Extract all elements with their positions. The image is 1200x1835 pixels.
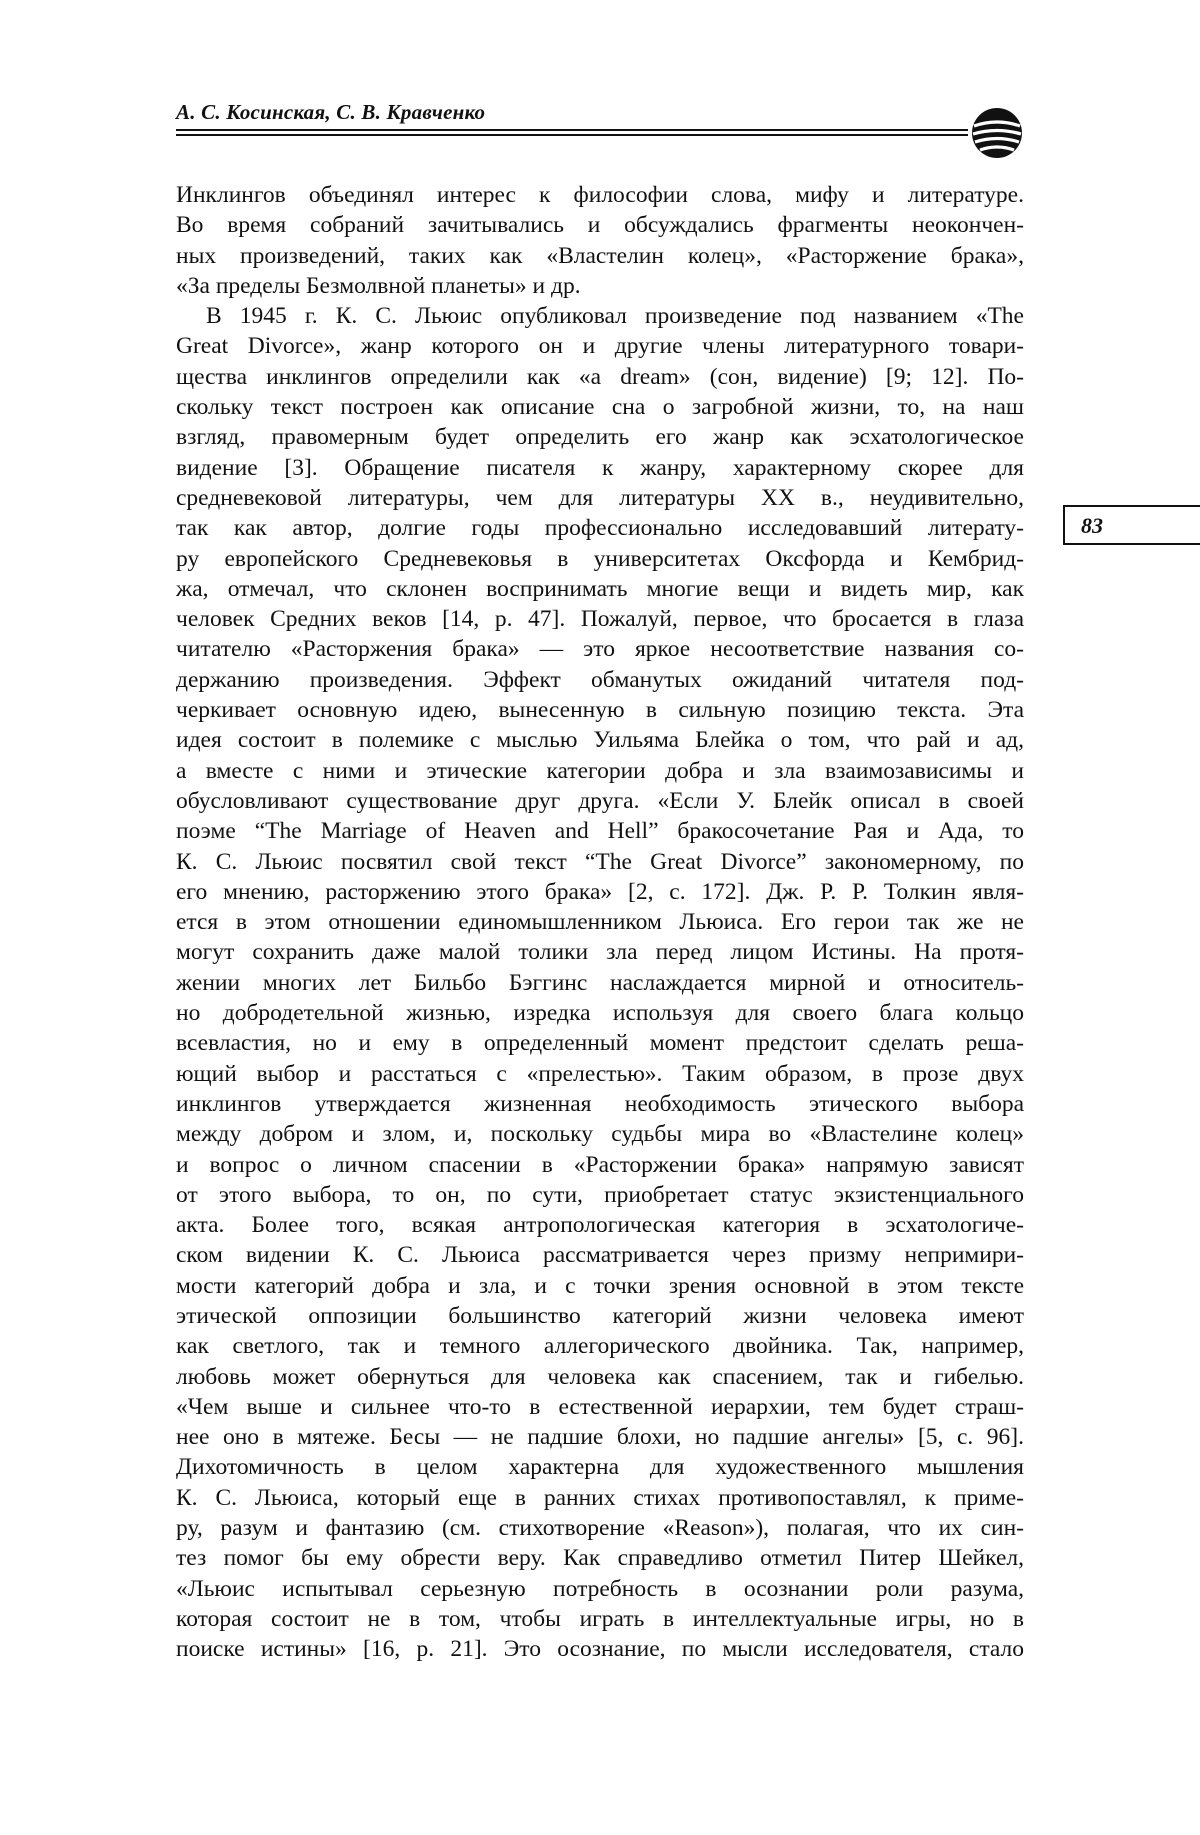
text-line: его мнению, расторжению этого брака» [2, с. 172]. Дж. Р. Р. Толкин явля- (176, 878, 1024, 905)
text-line: акта. Более того, всякая антропологическая категория в эсхатологиче- (176, 1212, 1024, 1239)
header-rule-bottom (176, 134, 968, 136)
running-head-authors: А. С. Косинская, С. В. Кравченко (176, 100, 486, 124)
text-line: как светлого, так и темного аллегорического двойника. Так, например, (176, 1333, 1024, 1360)
text-line: между добром и злом, и, поскольку судьбы мира во «Властелине колец» (176, 1121, 1024, 1148)
page-number-box (1063, 505, 1200, 545)
text-line: ру, разум и фантазию (см. стихотворение «Reason»), полагая, что их син- (176, 1515, 1024, 1542)
header-rule-top (176, 129, 968, 131)
text-line: Great Divorce», жанр которого он и другие члены литературного товари- (176, 333, 1024, 360)
text-line: обусловливают существование друг друга. «Если У. Блейк описал в своей (176, 787, 1024, 814)
text-line: человек Средних веков [14, p. 47]. Пожалуй, первое, что бросается в глаза (176, 606, 1024, 633)
text-line: этической оппозиции большинство категорий жизни человека имеют (176, 1302, 1024, 1329)
text-line: которая состоит не в том, чтобы играть в интеллектуальные игры, но в (176, 1605, 1024, 1632)
text-line: поэме “The Marriage of Heaven and Hell” бракосочетание Рая и Ада, то (176, 818, 1024, 845)
text-line: читателю «Расторжения брака» — это яркое несоответствие названия со- (176, 636, 1024, 663)
text-line: нее оно в мятеже. Бесы — не падшие блохи, но падшие ангелы» [5, с. 96]. (176, 1424, 1024, 1451)
text-line: всевластия, но и ему в определенный момент предстоит сделать реша- (176, 1030, 1024, 1057)
text-line: ных произведений, таких как «Властелин колец», «Расторжение брака», (176, 242, 1024, 269)
text-line: тез помог бы ему обрести веру. Как справедливо отметил Питер Шейкел, (176, 1545, 1024, 1572)
text-line: инклингов утверждается жизненная необходимость этического выбора (176, 1090, 1024, 1117)
journal-logo-icon (968, 104, 1026, 162)
text-line: но добродетельной жизнью, изредка используя для своего блага кольцо (176, 1000, 1024, 1027)
text-line: черкивает основную идею, вынесенную в сильную позицию текста. Эта (176, 697, 1024, 724)
text-line: Инклингов объединял интерес к философии слова, мифу и литературе. (176, 182, 1024, 208)
article-body (176, 180, 1024, 1665)
text-line: Дихотомичность в целом характерна для художественного мышления (176, 1454, 1024, 1481)
text-line: К. С. Льюис посвятил свой текст “The Great Divorce” закономерному, по (176, 848, 1024, 875)
text-line: щества инклингов определили как «a dream» (сон, видение) [9; 12]. По- (176, 363, 1024, 390)
text-line: а вместе с ними и этические категории добра и зла взаимозависимы и (176, 757, 1024, 784)
text-line: «Льюис испытывал серьезную потребность в осознании роли разума, (176, 1575, 1024, 1602)
text-line: К. С. Льюиса, который еще в ранних стихах противопоставлял, к приме- (176, 1484, 1024, 1511)
text-line: ющий выбор и расстаться с «прелестью». Таким образом, в прозе двух (176, 1060, 1024, 1087)
text-line: ется в этом отношении единомышленником Льюиса. Его герои так же не (176, 909, 1024, 936)
text-line: ском видении К. С. Льюиса рассматривается через призму непримири- (176, 1242, 1024, 1269)
text-line: средневековой литературы, чем для литературы XX в., неудивительно, (176, 484, 1024, 511)
text-line: жа, отмечал, что склонен воспринимать многие вещи и видеть мир, как (176, 575, 1024, 602)
text-line: скольку текст построен как описание сна о загробной жизни, то, на наш (176, 394, 1024, 421)
text-line: «За пределы Безмолвной планеты» и др. (176, 272, 581, 299)
text-line: видение [3]. Обращение писателя к жанру, характерному скорее для (176, 454, 1024, 481)
text-line: любовь может обернуться для человека как спасением, так и гибелью. (176, 1363, 1024, 1390)
page-number: 83 (1081, 513, 1103, 538)
text-line: жении многих лет Бильбо Бэггинс наслаждается мирной и относитель- (176, 969, 1024, 996)
text-line: ру европейского Средневековья в университетах Оксфорда и Кембрид- (176, 545, 1024, 572)
text-line: Во время собраний зачитывались и обсуждались фрагменты неокончен- (176, 212, 1024, 239)
text-line: могут сохранить даже малой толики зла перед лицом Истины. На протя- (176, 939, 1024, 966)
text-line: от этого выбора, то он, по сути, приобретает статус экзистенциального (176, 1181, 1024, 1208)
text-line: так как автор, долгие годы профессионально исследовавший литерату- (176, 515, 1024, 542)
text-line: идея состоит в полемике с мыслью Уильяма Блейка о том, что рай и ад, (176, 727, 1024, 754)
text-line: взгляд, правомерным будет определить его жанр как эсхатологическое (176, 424, 1024, 451)
text-line: В 1945 г. К. С. Льюис опубликовал произведение под названием «The (206, 303, 1024, 330)
text-line: мости категорий добра и зла, и с точки зрения основной в этом тексте (176, 1272, 1024, 1299)
text-line: держанию произведения. Эффект обманутых ожиданий читателя под- (176, 666, 1024, 693)
text-line: «Чем выше и сильнее что-то в естественной иерархии, тем будет страш- (176, 1393, 1024, 1420)
text-line: поиске истины» [16, p. 21]. Это осознание, по мысли исследователя, стало (176, 1636, 1024, 1663)
text-line: и вопрос о личном спасении в «Расторжении брака» напрямую зависят (176, 1151, 1024, 1178)
